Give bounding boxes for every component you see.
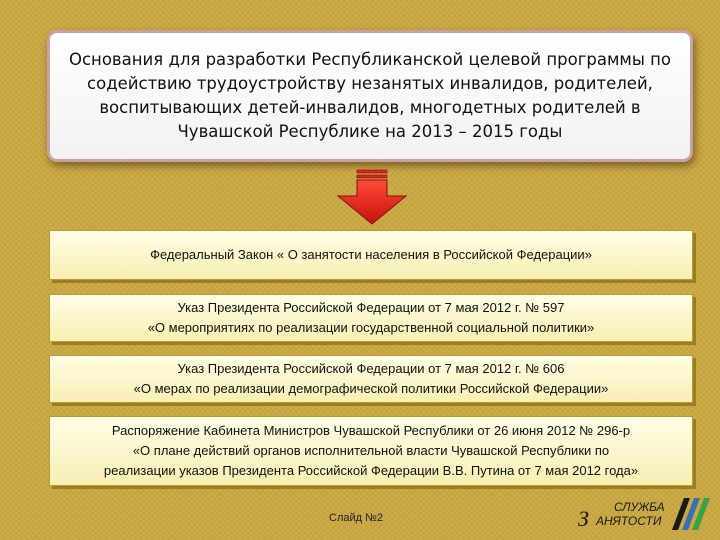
document-order-296 — [49, 416, 693, 486]
document-line: Федеральный Закон « О занятости населения в Российской Федерации» — [150, 247, 592, 262]
slide-number: Слайд №2 — [329, 512, 384, 524]
document-line: Распоряжение Кабинета Министров Чувашской Республики от 26 июня 2012 № 296-р — [111, 423, 631, 438]
document-line: Указ Президента Российской Федерации от 7 мая 2012 г. № 606 — [177, 361, 565, 376]
employment-service-logo — [574, 492, 710, 536]
title-line: Чувашской Республике на 2013 – 2015 годы — [177, 122, 563, 141]
title-line: Основания для разработки Республиканской целевой программы по — [68, 50, 671, 69]
document-line: реализации указов Президента Российской Федерации В.В. Путина от 7 мая 2012 года» — [103, 463, 639, 478]
page-title — [69, 48, 671, 144]
title-box — [47, 30, 693, 162]
logo-line1: СЛУЖБА — [614, 500, 665, 514]
title-line: содействию трудоустройству незанятых инвалидов, родителей, — [87, 74, 653, 93]
document-federal-law — [49, 230, 693, 280]
logo-line2: АНЯТОСТИ — [596, 514, 662, 528]
document-line: Указ Президента Российской Федерации от 7 мая 2012 г. № 597 — [177, 300, 565, 315]
document-line: «О мероприятиях по реализации государственной социальной политики» — [147, 320, 595, 335]
document-line: «О плане действий органов исполнительной власти Чувашской Республики по — [132, 443, 610, 458]
title-line: воспитывающих детей-инвалидов, многодетных родителей в — [99, 98, 641, 117]
logo-initial: З — [578, 506, 589, 531]
document-decree-597 — [49, 294, 693, 342]
document-decree-606 — [49, 355, 693, 403]
logo-stripes-icon — [670, 496, 710, 530]
down-arrow-icon — [336, 168, 408, 226]
document-line: «О мерах по реализации демографической политики Российской Федерации» — [133, 381, 609, 396]
